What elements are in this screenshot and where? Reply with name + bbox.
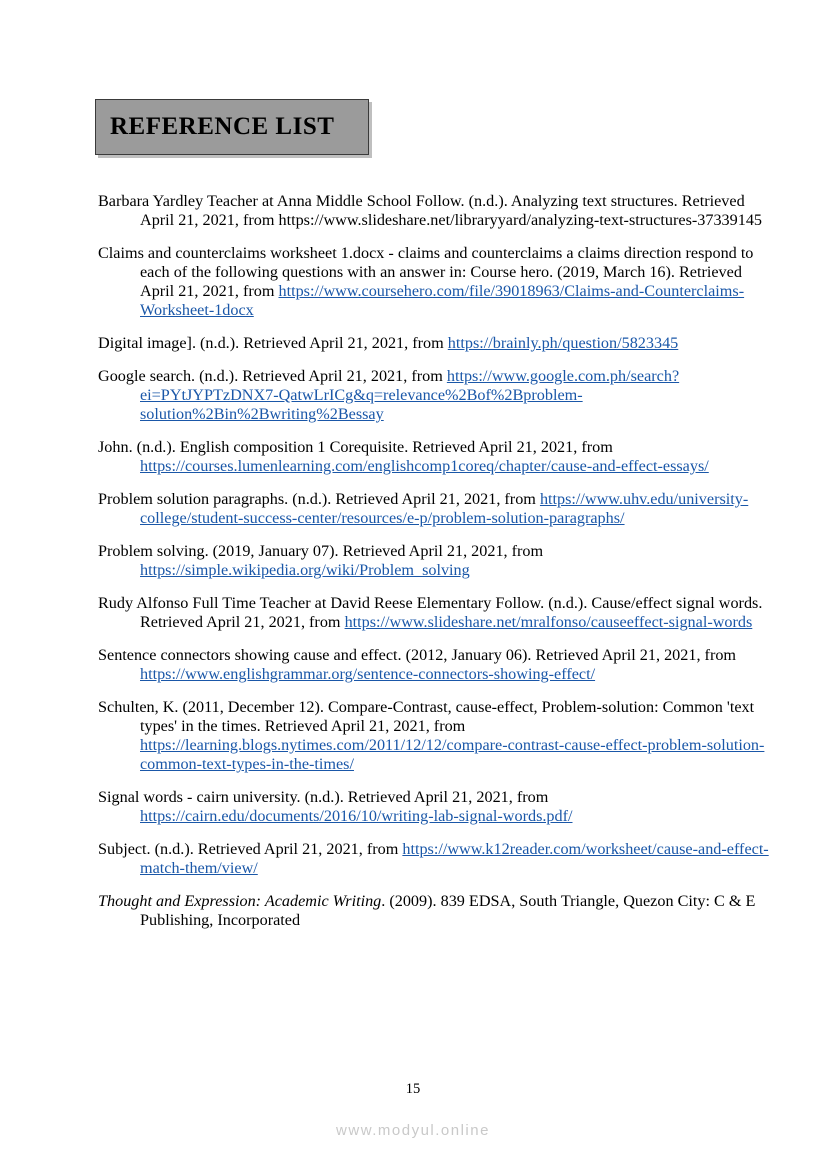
- reference-text: Subject. (n.d.). Retrieved April 21, 2021, from: [98, 840, 403, 858]
- reference-text: Schulten, K. (2011, December 12). Compare-Contrast, cause-effect, Problem-solution: Common 'text types' in the times. Retrieved April 21, 2021, from: [98, 698, 755, 735]
- reference-link[interactable]: https://www.google.com.ph/search?ei=PYtJYPTzDNX7-QatwLrICg&q=relevance%2Bof%2Bproblem-solution%2Bin%2Bwriting%2Bessay: [140, 367, 680, 423]
- reference-entry: [98, 646, 778, 684]
- reference-list: [98, 192, 778, 944]
- reference-link[interactable]: https://simple.wikipedia.org/wiki/Problem_solving: [140, 561, 470, 579]
- page-title-box: [95, 99, 369, 155]
- reference-text: Google search. (n.d.). Retrieved April 21, 2021, from: [98, 367, 447, 385]
- reference-link[interactable]: https://www.slideshare.net/mralfonso/causeeffect-signal-words: [344, 613, 753, 631]
- reference-link[interactable]: https://www.k12reader.com/worksheet/cause-and-effect-match-them/view/: [140, 840, 769, 877]
- reference-entry: [98, 892, 778, 930]
- reference-text: Thought and Expression: Academic Writing: [98, 892, 382, 910]
- reference-link[interactable]: https://www.englishgrammar.org/sentence-connectors-showing-effect/: [140, 665, 596, 683]
- reference-entry: [98, 594, 778, 632]
- reference-entry: [98, 244, 778, 320]
- reference-entry: [98, 192, 778, 230]
- reference-link[interactable]: https://courses.lumenlearning.com/englishcomp1coreq/chapter/cause-and-effect-essays/: [140, 457, 709, 475]
- reference-text: Sentence connectors showing cause and effect. (2012, January 06). Retrieved April 21, 2021, from: [98, 646, 737, 664]
- reference-entry: [98, 542, 778, 580]
- reference-entry: [98, 490, 778, 528]
- reference-text: Problem solution paragraphs. (n.d.). Retrieved April 21, 2021, from: [98, 490, 540, 508]
- reference-entry: [98, 698, 778, 774]
- page-title: REFERENCE LIST: [110, 113, 335, 140]
- reference-entry: [98, 788, 778, 826]
- reference-text: Digital image]. (n.d.). Retrieved April 21, 2021, from: [98, 334, 448, 352]
- reference-text: Barbara Yardley Teacher at Anna Middle School Follow. (n.d.). Analyzing text structures. Retrieved April 21, 2021, from https://www.slideshare.net/libraryyard/analyzing-text-structures-37339145: [98, 192, 763, 229]
- reference-entry: [98, 367, 778, 424]
- reference-link[interactable]: https://cairn.edu/documents/2016/10/writing-lab-signal-words.pdf/: [140, 807, 573, 825]
- reference-text: . (2009). 839 EDSA, South Triangle, Quezon City: C & E Publishing, Incorporated: [140, 892, 756, 929]
- reference-text: Problem solving. (2019, January 07). Retrieved April 21, 2021, from: [98, 542, 544, 560]
- reference-entry: [98, 438, 778, 476]
- reference-entry: [98, 334, 778, 353]
- reference-text: John. (n.d.). English composition 1 Corequisite. Retrieved April 21, 2021, from: [98, 438, 613, 456]
- reference-text: Rudy Alfonso Full Time Teacher at David Reese Elementary Follow. (n.d.). Cause/effect signal words. Retrieved April 21, 2021, from: [98, 594, 763, 631]
- reference-link[interactable]: https://www.coursehero.com/file/39018963/Claims-and-Counterclaims-Worksheet-1docx: [140, 282, 745, 319]
- reference-link[interactable]: https://brainly.ph/question/5823345: [447, 334, 679, 352]
- reference-link[interactable]: https://learning.blogs.nytimes.com/2011/12/12/compare-contrast-cause-effect-problem-solution-common-text-types-in-the-times/: [140, 736, 765, 773]
- reference-text: Claims and counterclaims worksheet 1.docx - claims and counterclaims a claims direction respond to each of the following questions with an answer in: Course hero. (2019, March 16). Retrieved April 21, 2021, from: [98, 244, 754, 300]
- reference-text: Signal words - cairn university. (n.d.). Retrieved April 21, 2021, from: [98, 788, 549, 806]
- reference-link[interactable]: https://www.uhv.edu/university-college/student-success-center/resources/e-p/problem-solution-paragraphs/: [140, 490, 749, 527]
- watermark: www.modyul.online: [336, 1122, 490, 1139]
- page-number: 15: [405, 1081, 421, 1097]
- reference-entry: [98, 840, 778, 878]
